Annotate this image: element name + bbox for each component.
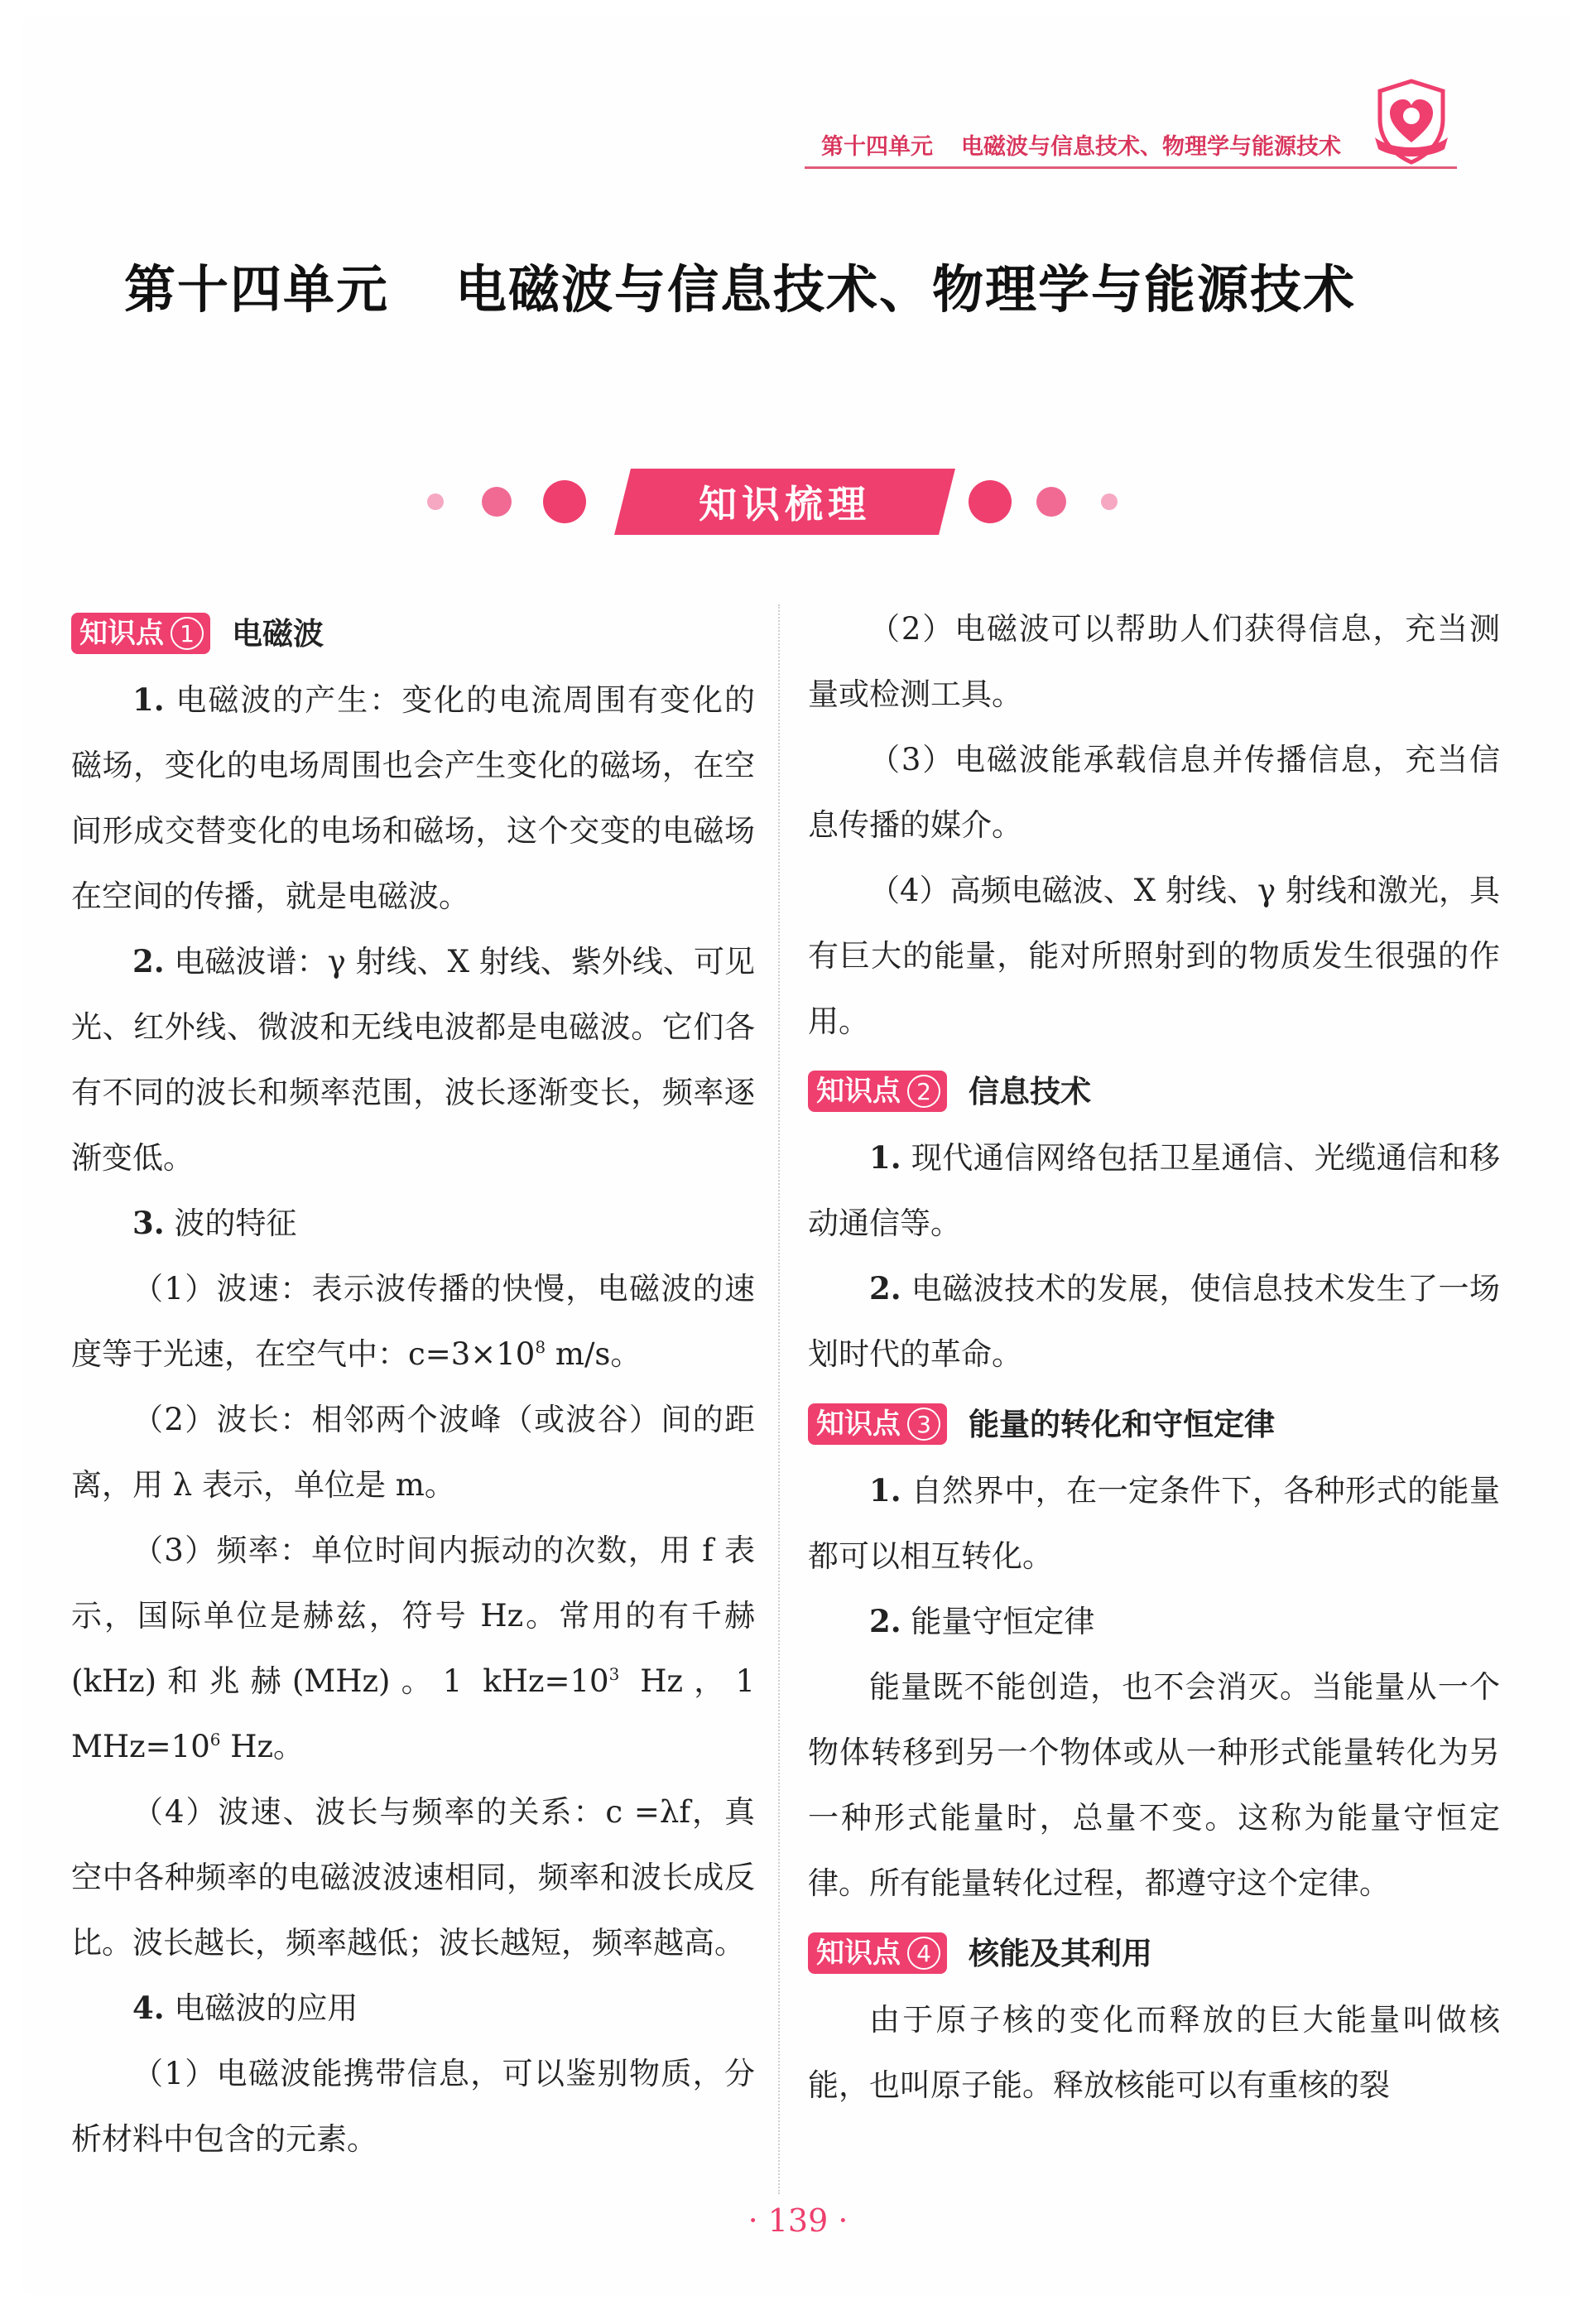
- kp-number: 1: [171, 617, 204, 650]
- paragraph: （4）波速、波长与频率的关系：c =λf，真空中各种频率的电磁波波速相同，频率和波长成反比。波长越长，频率越低；波长越短，频率越高。: [71, 1794, 755, 1961]
- right-column: [808, 596, 1500, 2118]
- paragraph: [808, 1458, 1500, 1589]
- paragraph: （2）电磁波可以帮助人们获得信息，充当测量或检测工具。: [808, 611, 1500, 712]
- paragraph: [808, 1125, 1500, 1256]
- kp-tag-label: 知识点: [816, 1407, 901, 1441]
- banner-dot: [482, 487, 512, 517]
- item-text: 波的特征: [164, 1206, 297, 1241]
- knowledge-point-4-heading: [808, 1927, 1500, 1979]
- paragraph: [71, 1256, 755, 1387]
- text-run: （1）波速：表示波传播的快慢，电磁波的速度等于光速，在空气中：c=3×10: [71, 1271, 755, 1372]
- item-text: 现代通信网络包括卫星通信、光缆通信和移动通信等。: [808, 1140, 1500, 1241]
- heart-shield-emblem-icon: [1370, 76, 1453, 166]
- paragraph: [808, 1256, 1500, 1387]
- kp-tag-label: 知识点: [816, 1074, 901, 1108]
- unit-title-number: 第十四单元: [124, 259, 390, 320]
- paragraph: （1）电磁波能携带信息，可以鉴别物质，分析材料中包含的元素。: [71, 2056, 755, 2157]
- item-text: 电磁波技术的发展，使信息技术发生了一场划时代的革命。: [808, 1271, 1500, 1372]
- banner-dot: [969, 480, 1012, 523]
- column-divider: [778, 604, 780, 2194]
- knowledge-point-tag: [808, 1071, 947, 1112]
- knowledge-point-tag: [71, 613, 210, 654]
- paragraph: （4）高频电磁波、X 射线、γ 射线和激光，具有巨大的能量，能对所照射到的物质发生很强的作用。: [808, 873, 1500, 1039]
- paragraph: [808, 1589, 1500, 1654]
- banner-dot: [1036, 487, 1066, 517]
- paragraph: [71, 667, 755, 929]
- paragraph: 由于原子核的变化而释放的巨大能量叫做核能，也叫原子能。释放核能可以有重核的裂: [808, 2002, 1500, 2103]
- paragraph: [71, 929, 755, 1191]
- superscript: 6: [209, 1730, 221, 1749]
- banner-dot: [1101, 493, 1118, 510]
- section-banner: [0, 465, 1596, 537]
- paragraph: （3）电磁波能承载信息并传播信息，充当信息传播的媒介。: [808, 742, 1500, 843]
- kp-tag-label: 知识点: [816, 1936, 901, 1970]
- text-run: m/s。: [546, 1336, 642, 1372]
- item-label: 1.: [132, 681, 165, 718]
- page-number: · 139 ·: [748, 2202, 848, 2239]
- paragraph: [71, 1191, 755, 1256]
- banner-dot: [543, 480, 586, 523]
- text-run: （3）频率：单位时间内振动的次数，用 f 表示，国际单位是赫兹，符号 Hz。常用的有千赫(kHz)和兆赫(MHz)。1 kHz=10: [71, 1533, 755, 1699]
- kp-number: 3: [907, 1408, 940, 1441]
- paragraph: [71, 1518, 755, 1779]
- item-text: 电磁波谱：γ 射线、X 射线、紫外线、可见光、红外线、微波和无线电波都是电磁波。它们各有不同的波长和频率范围，波长逐渐变长，频率逐渐变低。: [71, 944, 755, 1176]
- item-label: 2.: [132, 943, 165, 979]
- running-header-unit: 第十四单元: [821, 134, 933, 160]
- running-header: [805, 123, 1457, 169]
- unit-title-topic: 电磁波与信息技术、物理学与能源技术: [455, 259, 1357, 320]
- kp-number: 4: [907, 1937, 940, 1970]
- paragraph: [71, 1976, 755, 2041]
- text-run: Hz。: [220, 1729, 304, 1764]
- knowledge-point-2-heading: [808, 1066, 1500, 1117]
- item-text: 电磁波的应用: [164, 1990, 358, 2026]
- running-header-topic: 电磁波与信息技术、物理学与能源技术: [961, 134, 1341, 160]
- item-text: 自然界中，在一定条件下，各种形式的能量都可以相互转化。: [808, 1473, 1500, 1574]
- knowledge-point-1-heading: [71, 608, 755, 659]
- kp-tag-label: 知识点: [79, 616, 164, 650]
- left-column: [71, 596, 755, 2172]
- paragraph: （2）波长：相邻两个波峰（或波谷）间的距离，用 λ 表示，单位是 m。: [71, 1402, 755, 1503]
- kp-title: 信息技术: [969, 1073, 1091, 1109]
- item-label: 4.: [132, 1990, 165, 2026]
- item-label: 1.: [869, 1139, 901, 1176]
- kp-title: 核能及其利用: [969, 1935, 1152, 1971]
- knowledge-point-tag: [808, 1932, 947, 1974]
- unit-title: [124, 248, 1449, 322]
- item-label: 3.: [132, 1205, 165, 1241]
- item-text: 能量守恒定律: [901, 1604, 1095, 1639]
- knowledge-point-3-heading: [808, 1398, 1500, 1450]
- item-text: 电磁波的产生：变化的电流周围有变化的磁场，变化的电场周围也会产生变化的磁场，在空间形成交替变化的电场和磁场，这个交变的电磁场在空间的传播，就是电磁波。: [71, 682, 755, 914]
- text-run: Hz，1 MHz=10: [71, 1663, 755, 1764]
- banner-dot: [427, 493, 444, 510]
- kp-title: 能量的转化和守恒定律: [969, 1406, 1275, 1442]
- item-label: 1.: [869, 1472, 901, 1509]
- superscript: 3: [608, 1664, 620, 1684]
- item-label: 2.: [869, 1603, 901, 1639]
- paragraph: 能量既不能创造，也不会消灭。当能量从一个物体转移到另一个物体或从一种形式能量转化为另一种形式能量时，总量不变。这称为能量守恒定律。所有能量转化过程，都遵守这个定律。: [808, 1669, 1500, 1901]
- superscript: 8: [535, 1337, 546, 1357]
- banner-label: 知识梳理: [699, 482, 871, 527]
- knowledge-point-tag: [808, 1403, 947, 1445]
- item-label: 2.: [869, 1270, 901, 1307]
- kp-number: 2: [907, 1075, 940, 1108]
- kp-title: 电磁波: [232, 615, 324, 652]
